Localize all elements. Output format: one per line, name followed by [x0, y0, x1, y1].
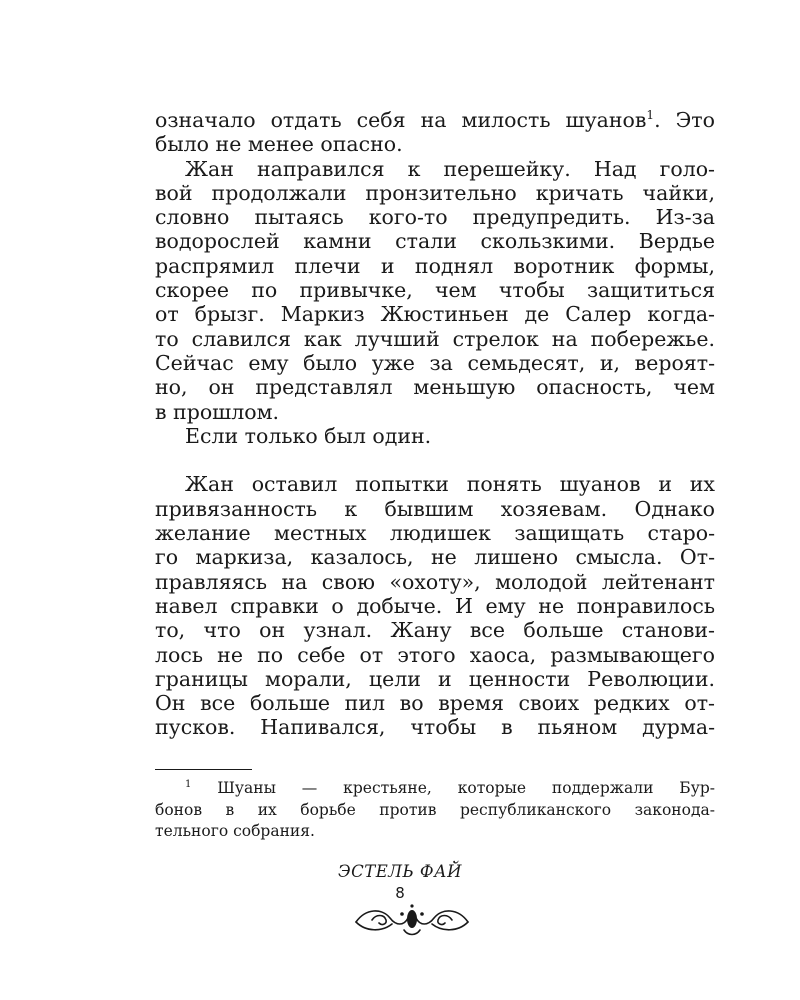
section-break	[155, 448, 715, 472]
page-number: 8	[395, 884, 405, 902]
text-line: Он все больше пил во время своих редких от-	[155, 691, 715, 716]
footnote-divider	[155, 769, 252, 770]
footnote	[155, 778, 715, 843]
text-line: скорее по привычке, чем чтобы защититься	[155, 278, 715, 303]
text-line: словно пытаясь кого-то предупредить. Из-за	[155, 205, 715, 230]
text-line: вой продолжали пронзительно кричать чайки,	[155, 180, 715, 205]
text-line: правляясь на свою «охоту», молодой лейтенант	[155, 569, 715, 594]
text-line: привязанность к бывшим хозяевам. Однако	[155, 496, 715, 521]
main-text	[155, 108, 715, 740]
text-line: границы морали, цели и ценности Революции.	[155, 666, 715, 691]
footnote-marker[interactable]: 1	[646, 108, 655, 122]
footnote-line: тельного собрания.	[155, 822, 315, 840]
text-line: навел справки о добыче. И ему не понравилось	[155, 593, 715, 618]
paragraph-start: Жан оставил попытки понять шуанов и их	[185, 472, 715, 497]
text-line: то славился как лучший стрелок на побережье.	[155, 326, 715, 351]
text-line: распрямил плечи и поднял воротник формы,	[155, 253, 715, 278]
text-line: Сейчас ему было уже за семьдесят, и, вероят-	[155, 350, 715, 375]
text-line: водорослей камни стали скользкими. Вердье	[155, 229, 715, 254]
text-line: го маркиза, казалось, не лишено смысла. От-	[155, 545, 715, 570]
text-line: в прошлом.	[155, 399, 280, 424]
text-line: лось не по себе от этого хаоса, размывающего	[155, 642, 715, 667]
text-line: но, он представлял меньшую опасность, чем	[155, 375, 715, 400]
text-line: пусков. Напивался, чтобы в пьяном дурма-	[155, 715, 715, 740]
flourish-ornament-icon	[352, 900, 472, 938]
running-title: ЭСТЕЛЬ ФАЙ	[337, 862, 462, 881]
paragraph-start: Жан направился к перешейку. Над голо-	[185, 156, 715, 181]
text-line: от брызг. Маркиз Жюстиньен де Салер когда-	[155, 302, 715, 327]
footnote-number: 1	[185, 779, 192, 790]
text-line: то, что он узнал. Жану все больше станови-	[155, 618, 715, 643]
text-line: желание местных людишек защищать старо-	[155, 521, 715, 546]
text-line: означало отдать себя на милость шуанов$^1$. Это	[155, 108, 715, 132]
text-line: было не менее опасно.	[155, 132, 403, 157]
footnote-line: бонов в их борьбе против республиканского законода-	[155, 800, 715, 819]
paragraph-start: Если только был один.	[185, 423, 432, 448]
footnote-line: $^1$ Шуаны — крестьяне, которые поддержали Бур-	[185, 779, 715, 797]
